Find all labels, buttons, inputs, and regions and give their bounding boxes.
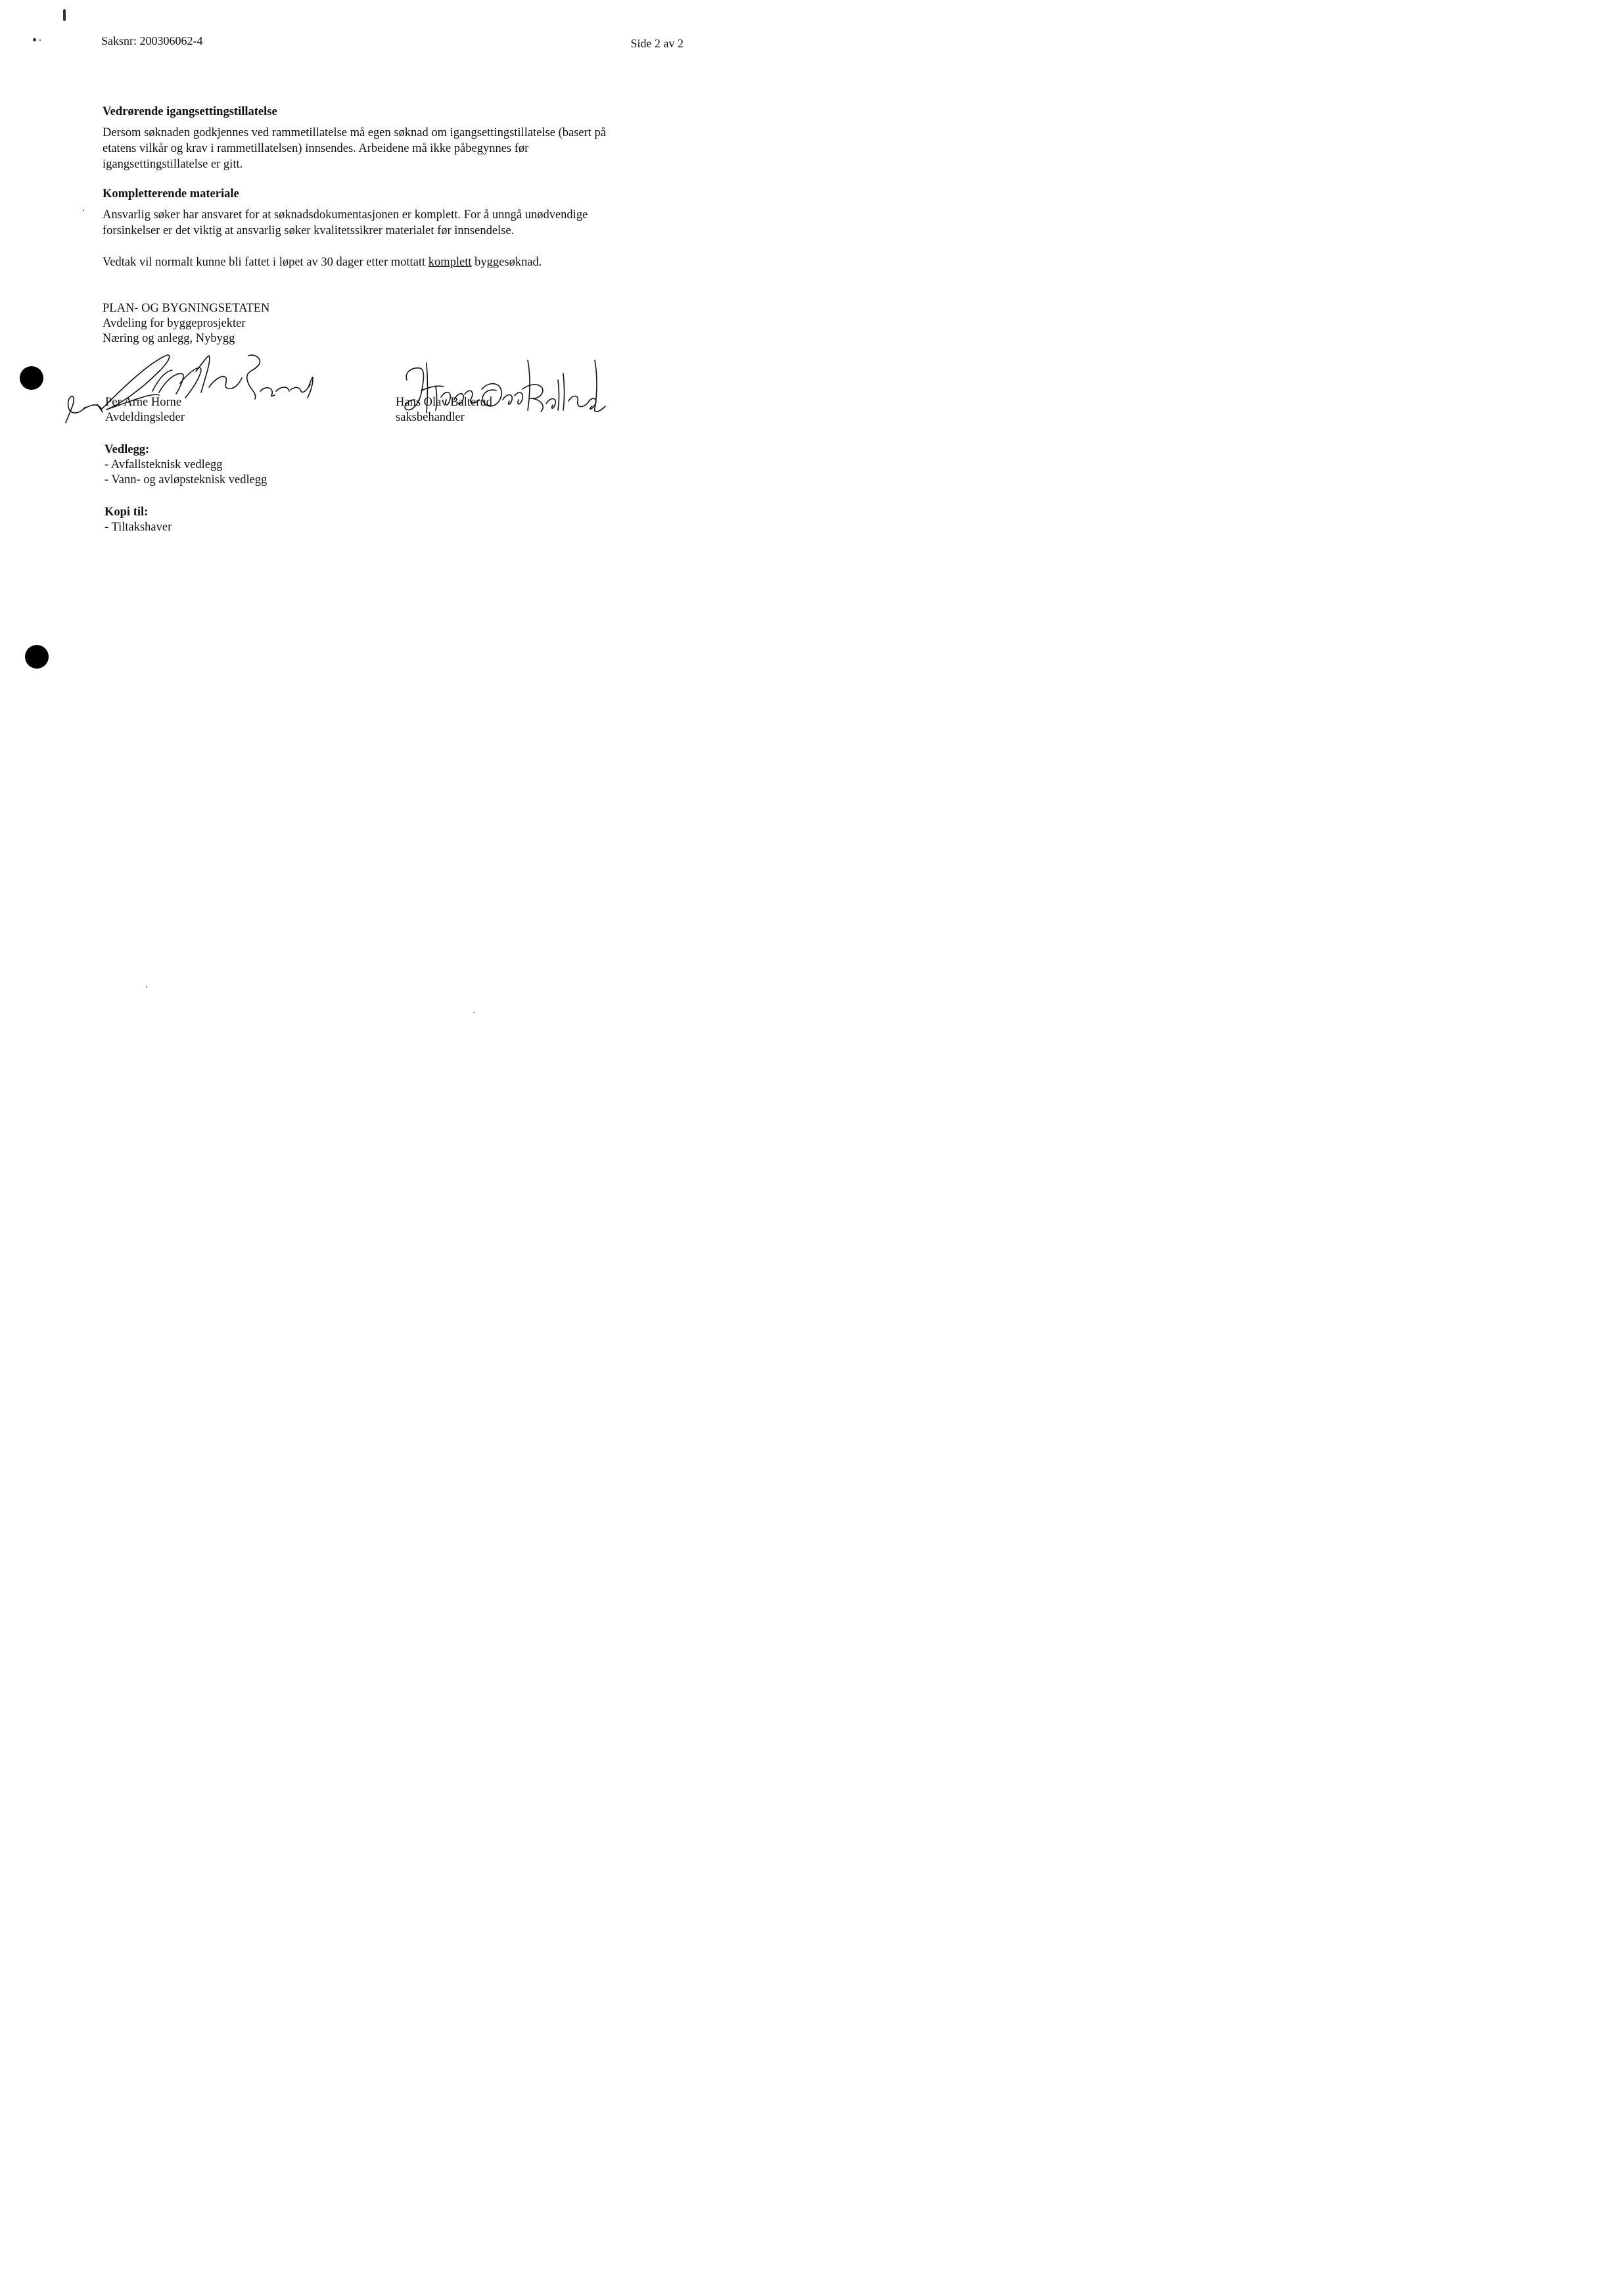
signatory-title: saksbehandler xyxy=(396,411,465,424)
signatory-right xyxy=(396,395,492,425)
sender-block xyxy=(103,301,269,346)
scan-speck xyxy=(33,38,36,41)
section-body-supplementary xyxy=(103,207,681,239)
section-heading-supplementary: Kompletterende materiale xyxy=(103,187,239,201)
scan-speck xyxy=(146,986,147,987)
body-line: Dersom søknaden godkjennes ved rammetillatelse må egen søknad om igangsettingstillatelse (basert på xyxy=(103,126,606,139)
punch-hole xyxy=(20,366,43,390)
agency-name: PLAN- OG BYGNINGSETATEN xyxy=(103,302,270,315)
department-name: Avdeling for byggeprosjekter xyxy=(103,317,246,330)
body-line: etatens vilkår og krav i rammetillatelsen) innsendes. Arbeidene må ikke påbegynnes før xyxy=(103,142,529,155)
scan-speck xyxy=(39,39,41,41)
page-indicator: Side 2 av 2 xyxy=(630,37,684,50)
copy-to-heading: Kopi til: xyxy=(104,506,149,519)
decision-sentence xyxy=(103,254,681,270)
decision-text: Vedtak vil normalt kunne bli fattet i løpet av 30 dager etter mottatt xyxy=(103,256,429,269)
handwritten-signature-left xyxy=(60,352,323,431)
scan-speck xyxy=(63,9,66,21)
signatory-title: Avdeldingsleder xyxy=(105,411,185,424)
attachments-block xyxy=(104,442,267,488)
attachment-item: - Vann- og avløpsteknisk vedlegg xyxy=(104,473,267,486)
signatory-left xyxy=(105,395,185,425)
decision-emphasis: komplett xyxy=(428,256,472,269)
body-line: igangsettingstillatelse er gitt. xyxy=(103,158,243,171)
signatory-name: Per Arne Horne xyxy=(105,396,182,409)
attachments-heading: Vedlegg: xyxy=(104,443,150,456)
decision-text: byggesøknad. xyxy=(471,256,542,269)
signatory-name: Hans Olav Balterud xyxy=(396,396,492,409)
document-page xyxy=(0,0,735,1029)
section-heading-commencement: Vedrørende igangsettingstillatelse xyxy=(103,105,277,118)
unit-name: Næring og anlegg, Nybygg xyxy=(103,332,235,345)
copy-to-block xyxy=(104,505,172,535)
scan-speck xyxy=(83,210,84,211)
punch-hole xyxy=(25,645,49,669)
copy-to-item: - Tiltakshaver xyxy=(104,521,172,534)
section-body-commencement xyxy=(103,125,681,172)
scan-speck xyxy=(473,1012,475,1013)
case-number: Saksnr: 200306062-4 xyxy=(101,34,203,47)
body-line: forsinkelser er det viktig at ansvarlig søker kvalitetssikrer materialet før innsendelse. xyxy=(103,224,515,237)
attachment-item: - Avfallsteknisk vedlegg xyxy=(104,458,223,471)
body-line: Ansvarlig søker har ansvaret for at søknadsdokumentasjonen er komplett. For å unngå unødvendige xyxy=(103,208,588,222)
